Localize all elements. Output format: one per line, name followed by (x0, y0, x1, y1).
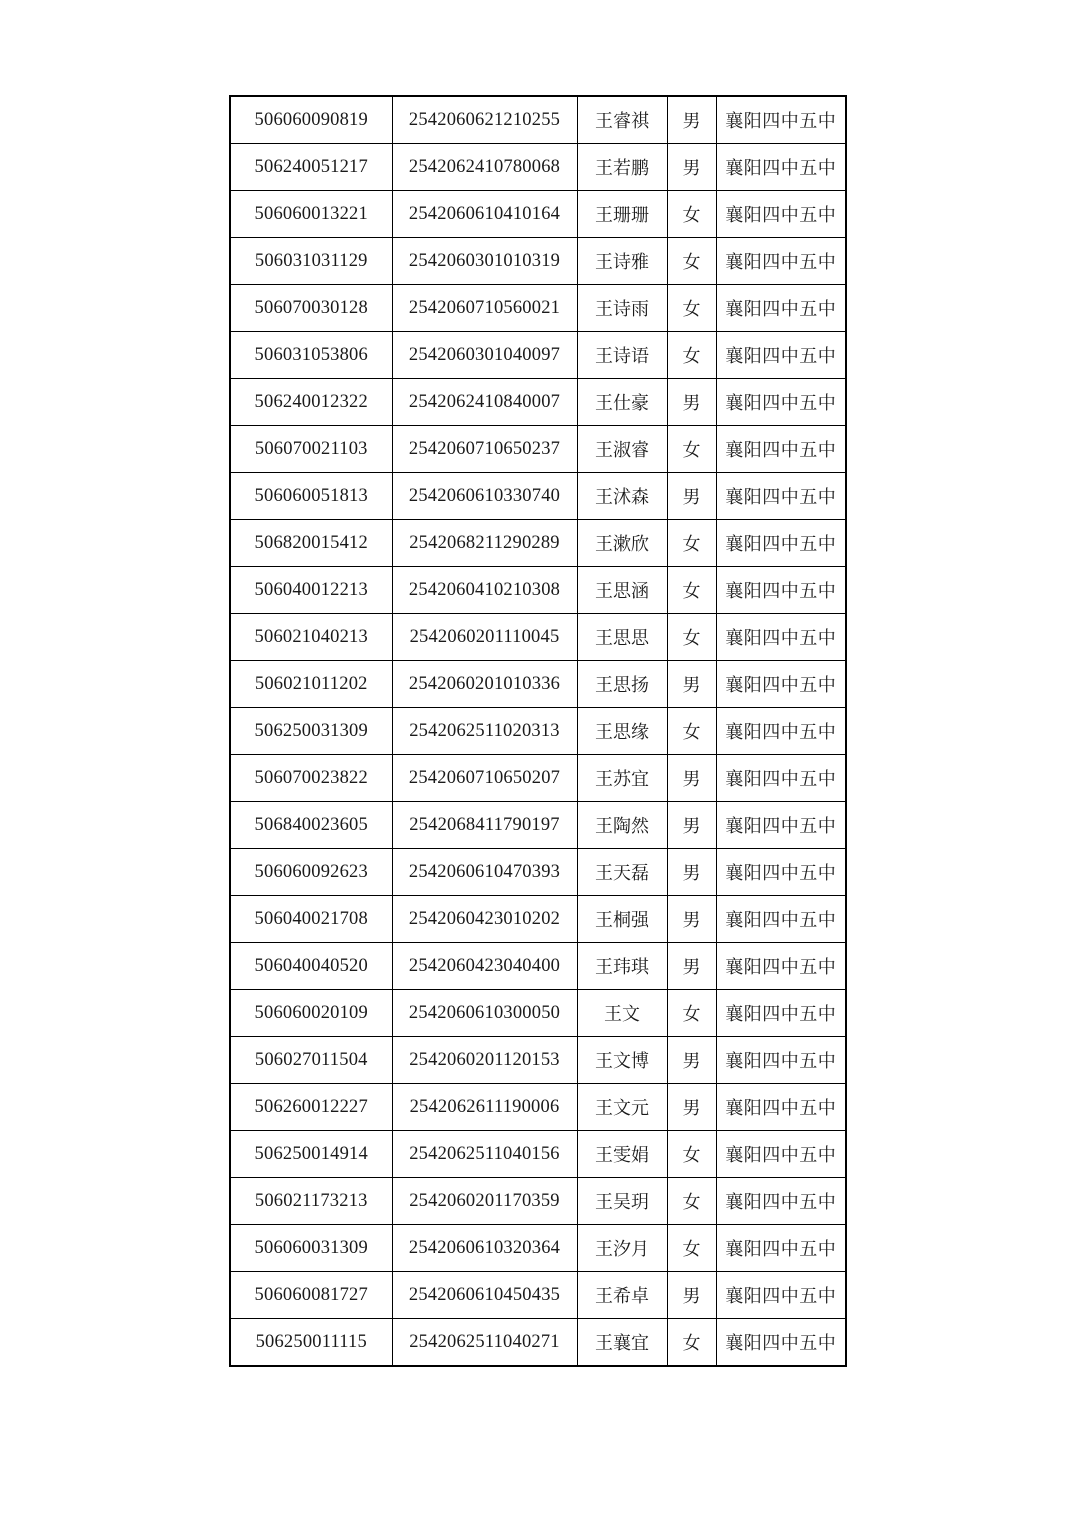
exam-number-cell: 506840023605 (230, 802, 392, 849)
gender-cell: 男 (667, 96, 716, 144)
student-name-cell: 王文 (577, 990, 667, 1037)
student-name-cell: 王诗雅 (577, 238, 667, 285)
student-name-cell: 王桐强 (577, 896, 667, 943)
table-row (230, 1131, 846, 1178)
student-name-cell: 王思缘 (577, 708, 667, 755)
registration-number-cell: 2542060710650207 (392, 755, 577, 802)
student-name-cell: 王诗语 (577, 332, 667, 379)
gender-cell: 男 (667, 849, 716, 896)
gender-cell: 女 (667, 1178, 716, 1225)
school-cell: 襄阳四中五中 (716, 614, 846, 661)
exam-number-cell: 506031031129 (230, 238, 392, 285)
registration-number-cell: 2542062611190006 (392, 1084, 577, 1131)
exam-number-cell: 506820015412 (230, 520, 392, 567)
registration-number-cell: 2542068411790197 (392, 802, 577, 849)
registration-number-cell: 2542062511040271 (392, 1319, 577, 1367)
school-cell: 襄阳四中五中 (716, 755, 846, 802)
exam-number-cell: 506070021103 (230, 426, 392, 473)
exam-number-cell: 506060013221 (230, 191, 392, 238)
registration-number-cell: 2542060423040400 (392, 943, 577, 990)
student-name-cell: 王仕豪 (577, 379, 667, 426)
gender-cell: 女 (667, 1225, 716, 1272)
gender-cell: 男 (667, 755, 716, 802)
registration-number-cell: 2542060610410164 (392, 191, 577, 238)
table-row (230, 473, 846, 520)
student-name-cell: 王苏宜 (577, 755, 667, 802)
table-row (230, 379, 846, 426)
table-row (230, 1178, 846, 1225)
gender-cell: 女 (667, 614, 716, 661)
registration-number-cell: 2542060201010336 (392, 661, 577, 708)
school-cell: 襄阳四中五中 (716, 144, 846, 191)
registration-number-cell: 2542060301010319 (392, 238, 577, 285)
table-row (230, 191, 846, 238)
registration-number-cell: 2542060410210308 (392, 567, 577, 614)
exam-number-cell: 506040012213 (230, 567, 392, 614)
exam-number-cell: 506060031309 (230, 1225, 392, 1272)
table-row (230, 708, 846, 755)
school-cell: 襄阳四中五中 (716, 708, 846, 755)
exam-number-cell: 506031053806 (230, 332, 392, 379)
gender-cell: 女 (667, 567, 716, 614)
registration-number-cell: 2542060610330740 (392, 473, 577, 520)
registration-number-cell: 2542060710650237 (392, 426, 577, 473)
student-name-cell: 王思扬 (577, 661, 667, 708)
school-cell: 襄阳四中五中 (716, 1272, 846, 1319)
student-name-cell: 王陶然 (577, 802, 667, 849)
school-cell: 襄阳四中五中 (716, 802, 846, 849)
school-cell: 襄阳四中五中 (716, 896, 846, 943)
school-cell: 襄阳四中五中 (716, 96, 846, 144)
registration-number-cell: 2542060201110045 (392, 614, 577, 661)
student-name-cell: 王思思 (577, 614, 667, 661)
gender-cell: 女 (667, 990, 716, 1037)
table-row (230, 1084, 846, 1131)
exam-number-cell: 506040040520 (230, 943, 392, 990)
table-row (230, 1225, 846, 1272)
exam-number-cell: 506060092623 (230, 849, 392, 896)
table-row (230, 896, 846, 943)
school-cell: 襄阳四中五中 (716, 379, 846, 426)
exam-number-cell: 506027011504 (230, 1037, 392, 1084)
registration-number-cell: 2542060201120153 (392, 1037, 577, 1084)
exam-number-cell: 506250031309 (230, 708, 392, 755)
table-row (230, 426, 846, 473)
student-name-cell: 王襄宜 (577, 1319, 667, 1367)
school-cell: 襄阳四中五中 (716, 191, 846, 238)
table-row (230, 520, 846, 567)
exam-number-cell: 506021040213 (230, 614, 392, 661)
student-name-cell: 王若鹏 (577, 144, 667, 191)
exam-number-cell: 506060051813 (230, 473, 392, 520)
student-name-cell: 王文元 (577, 1084, 667, 1131)
table-row (230, 614, 846, 661)
registration-number-cell: 2542060710560021 (392, 285, 577, 332)
student-name-cell: 王希卓 (577, 1272, 667, 1319)
gender-cell: 女 (667, 238, 716, 285)
school-cell: 襄阳四中五中 (716, 1084, 846, 1131)
student-name-cell: 王珊珊 (577, 191, 667, 238)
registration-number-cell: 2542060201170359 (392, 1178, 577, 1225)
table-row (230, 285, 846, 332)
registration-number-cell: 2542068211290289 (392, 520, 577, 567)
student-name-cell: 王文博 (577, 1037, 667, 1084)
registration-number-cell: 2542060610470393 (392, 849, 577, 896)
gender-cell: 男 (667, 943, 716, 990)
exam-number-cell: 506260012227 (230, 1084, 392, 1131)
table-row (230, 1037, 846, 1084)
school-cell: 襄阳四中五中 (716, 238, 846, 285)
student-name-cell: 王淑睿 (577, 426, 667, 473)
table-row (230, 661, 846, 708)
table-row (230, 943, 846, 990)
exam-number-cell: 506250011115 (230, 1319, 392, 1367)
table-row (230, 1319, 846, 1367)
student-name-cell: 王雯娟 (577, 1131, 667, 1178)
school-cell: 襄阳四中五中 (716, 990, 846, 1037)
gender-cell: 男 (667, 379, 716, 426)
student-name-cell: 王漱欣 (577, 520, 667, 567)
school-cell: 襄阳四中五中 (716, 332, 846, 379)
exam-number-cell: 506060081727 (230, 1272, 392, 1319)
gender-cell: 男 (667, 1037, 716, 1084)
school-cell: 襄阳四中五中 (716, 473, 846, 520)
gender-cell: 女 (667, 191, 716, 238)
table-row (230, 990, 846, 1037)
gender-cell: 男 (667, 1272, 716, 1319)
school-cell: 襄阳四中五中 (716, 1037, 846, 1084)
gender-cell: 女 (667, 1131, 716, 1178)
student-name-cell: 王玮琪 (577, 943, 667, 990)
table-row (230, 144, 846, 191)
registration-number-cell: 2542060621210255 (392, 96, 577, 144)
gender-cell: 女 (667, 332, 716, 379)
school-cell: 襄阳四中五中 (716, 567, 846, 614)
table-row (230, 567, 846, 614)
school-cell: 襄阳四中五中 (716, 849, 846, 896)
school-cell: 襄阳四中五中 (716, 426, 846, 473)
gender-cell: 男 (667, 1084, 716, 1131)
school-cell: 襄阳四中五中 (716, 943, 846, 990)
table-row (230, 755, 846, 802)
exam-number-cell: 506040021708 (230, 896, 392, 943)
gender-cell: 女 (667, 708, 716, 755)
gender-cell: 男 (667, 661, 716, 708)
gender-cell: 女 (667, 520, 716, 567)
registration-number-cell: 2542060423010202 (392, 896, 577, 943)
table-row (230, 1272, 846, 1319)
school-cell: 襄阳四中五中 (716, 1178, 846, 1225)
registration-number-cell: 2542060610320364 (392, 1225, 577, 1272)
school-cell: 襄阳四中五中 (716, 1319, 846, 1367)
student-name-cell: 王沭森 (577, 473, 667, 520)
exam-number-cell: 506070030128 (230, 285, 392, 332)
student-name-cell: 王思涵 (577, 567, 667, 614)
roster-body (230, 96, 846, 1366)
registration-number-cell: 2542062410840007 (392, 379, 577, 426)
student-name-cell: 王吴玥 (577, 1178, 667, 1225)
gender-cell: 男 (667, 473, 716, 520)
exam-number-cell: 506060020109 (230, 990, 392, 1037)
student-name-cell: 王诗雨 (577, 285, 667, 332)
student-roster-table (229, 95, 847, 1367)
registration-number-cell: 2542060610300050 (392, 990, 577, 1037)
table-row (230, 332, 846, 379)
school-cell: 襄阳四中五中 (716, 661, 846, 708)
gender-cell: 女 (667, 426, 716, 473)
registration-number-cell: 2542060610450435 (392, 1272, 577, 1319)
gender-cell: 男 (667, 144, 716, 191)
gender-cell: 女 (667, 285, 716, 332)
exam-number-cell: 506250014914 (230, 1131, 392, 1178)
school-cell: 襄阳四中五中 (716, 285, 846, 332)
table-row (230, 849, 846, 896)
student-name-cell: 王天磊 (577, 849, 667, 896)
exam-number-cell: 506240012322 (230, 379, 392, 426)
exam-number-cell: 506060090819 (230, 96, 392, 144)
student-name-cell: 王汐月 (577, 1225, 667, 1272)
school-cell: 襄阳四中五中 (716, 1225, 846, 1272)
school-cell: 襄阳四中五中 (716, 520, 846, 567)
exam-number-cell: 506021173213 (230, 1178, 392, 1225)
table-row (230, 802, 846, 849)
exam-number-cell: 506021011202 (230, 661, 392, 708)
gender-cell: 男 (667, 896, 716, 943)
exam-number-cell: 506070023822 (230, 755, 392, 802)
student-name-cell: 王睿祺 (577, 96, 667, 144)
registration-number-cell: 2542062410780068 (392, 144, 577, 191)
registration-number-cell: 2542062511020313 (392, 708, 577, 755)
school-cell: 襄阳四中五中 (716, 1131, 846, 1178)
gender-cell: 女 (667, 1319, 716, 1367)
table-row (230, 238, 846, 285)
registration-number-cell: 2542060301040097 (392, 332, 577, 379)
table-row (230, 96, 846, 144)
exam-number-cell: 506240051217 (230, 144, 392, 191)
registration-number-cell: 2542062511040156 (392, 1131, 577, 1178)
gender-cell: 男 (667, 802, 716, 849)
